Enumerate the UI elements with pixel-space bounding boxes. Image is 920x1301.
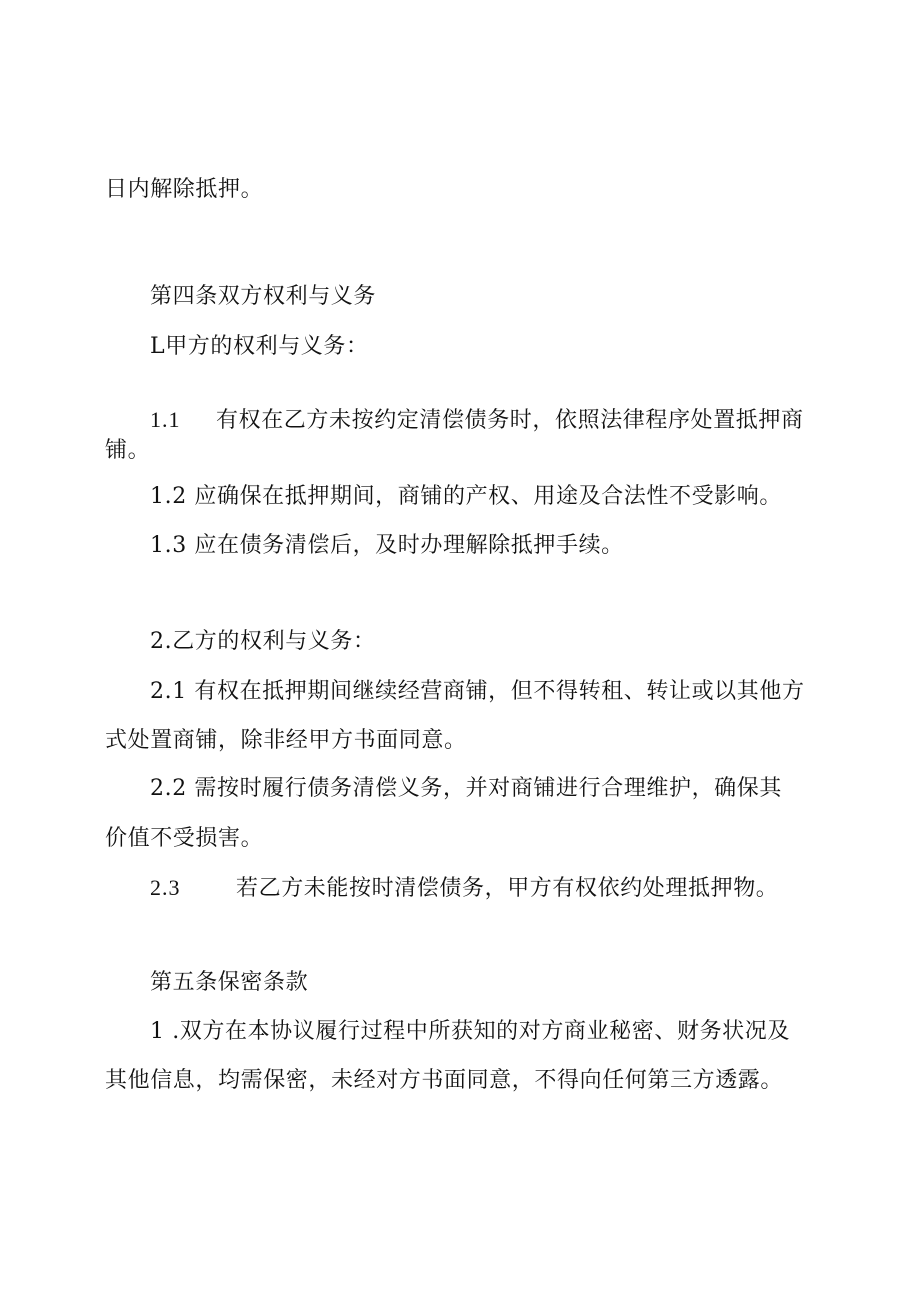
article-5-title: 第五条保密条款 [150, 970, 309, 995]
clause-text: 若乙方未能按时清偿债务，甲方有权依约处理抵押物。 [236, 876, 779, 901]
party-a-heading: L甲方的权利与义务： [150, 334, 369, 359]
clause-1-3: 1.3 应在债务清偿后，及时办理解除抵押手续。 [150, 533, 624, 558]
clause-1-1-continuation: 铺。 [105, 438, 151, 463]
clause-2-1: 2.1 有权在抵押期间继续经营商铺，但不得转租、转让或以其他方 [150, 679, 805, 704]
party-b-heading: 2.乙方的权利与义务： [150, 629, 376, 654]
text-line: 日内解除抵押。 [105, 177, 264, 202]
clause-5-1: 1 .双方在本协议履行过程中所获知的对方商业秘密、财务状况及 [150, 1019, 790, 1044]
article-4-title: 第四条双方权利与义务 [150, 284, 377, 309]
clause-2-2-continuation: 价值不受损害。 [105, 826, 264, 851]
clause-number: 2.3 [150, 875, 181, 900]
clause-number: 1.1 [150, 407, 181, 432]
clause-2-1-continuation: 式处置商铺，除非经甲方书面同意。 [105, 728, 467, 753]
clause-2-3 [150, 873, 778, 904]
clause-1-2: 1.2 应确保在抵押期间，商铺的产权、用途及合法性不受影响。 [150, 484, 782, 509]
clause-5-1-continuation: 其他信息，均需保密，未经对方书面同意，不得向任何第三方透露。 [105, 1068, 784, 1093]
clause-2-2: 2.2 需按时履行债务清偿义务，并对商铺进行合理维护，确保其 [150, 776, 782, 801]
clause-text: 有权在乙方未按约定清偿债务时，依照法律程序处置抵押商 [216, 408, 804, 433]
clause-1-1 [150, 405, 804, 436]
